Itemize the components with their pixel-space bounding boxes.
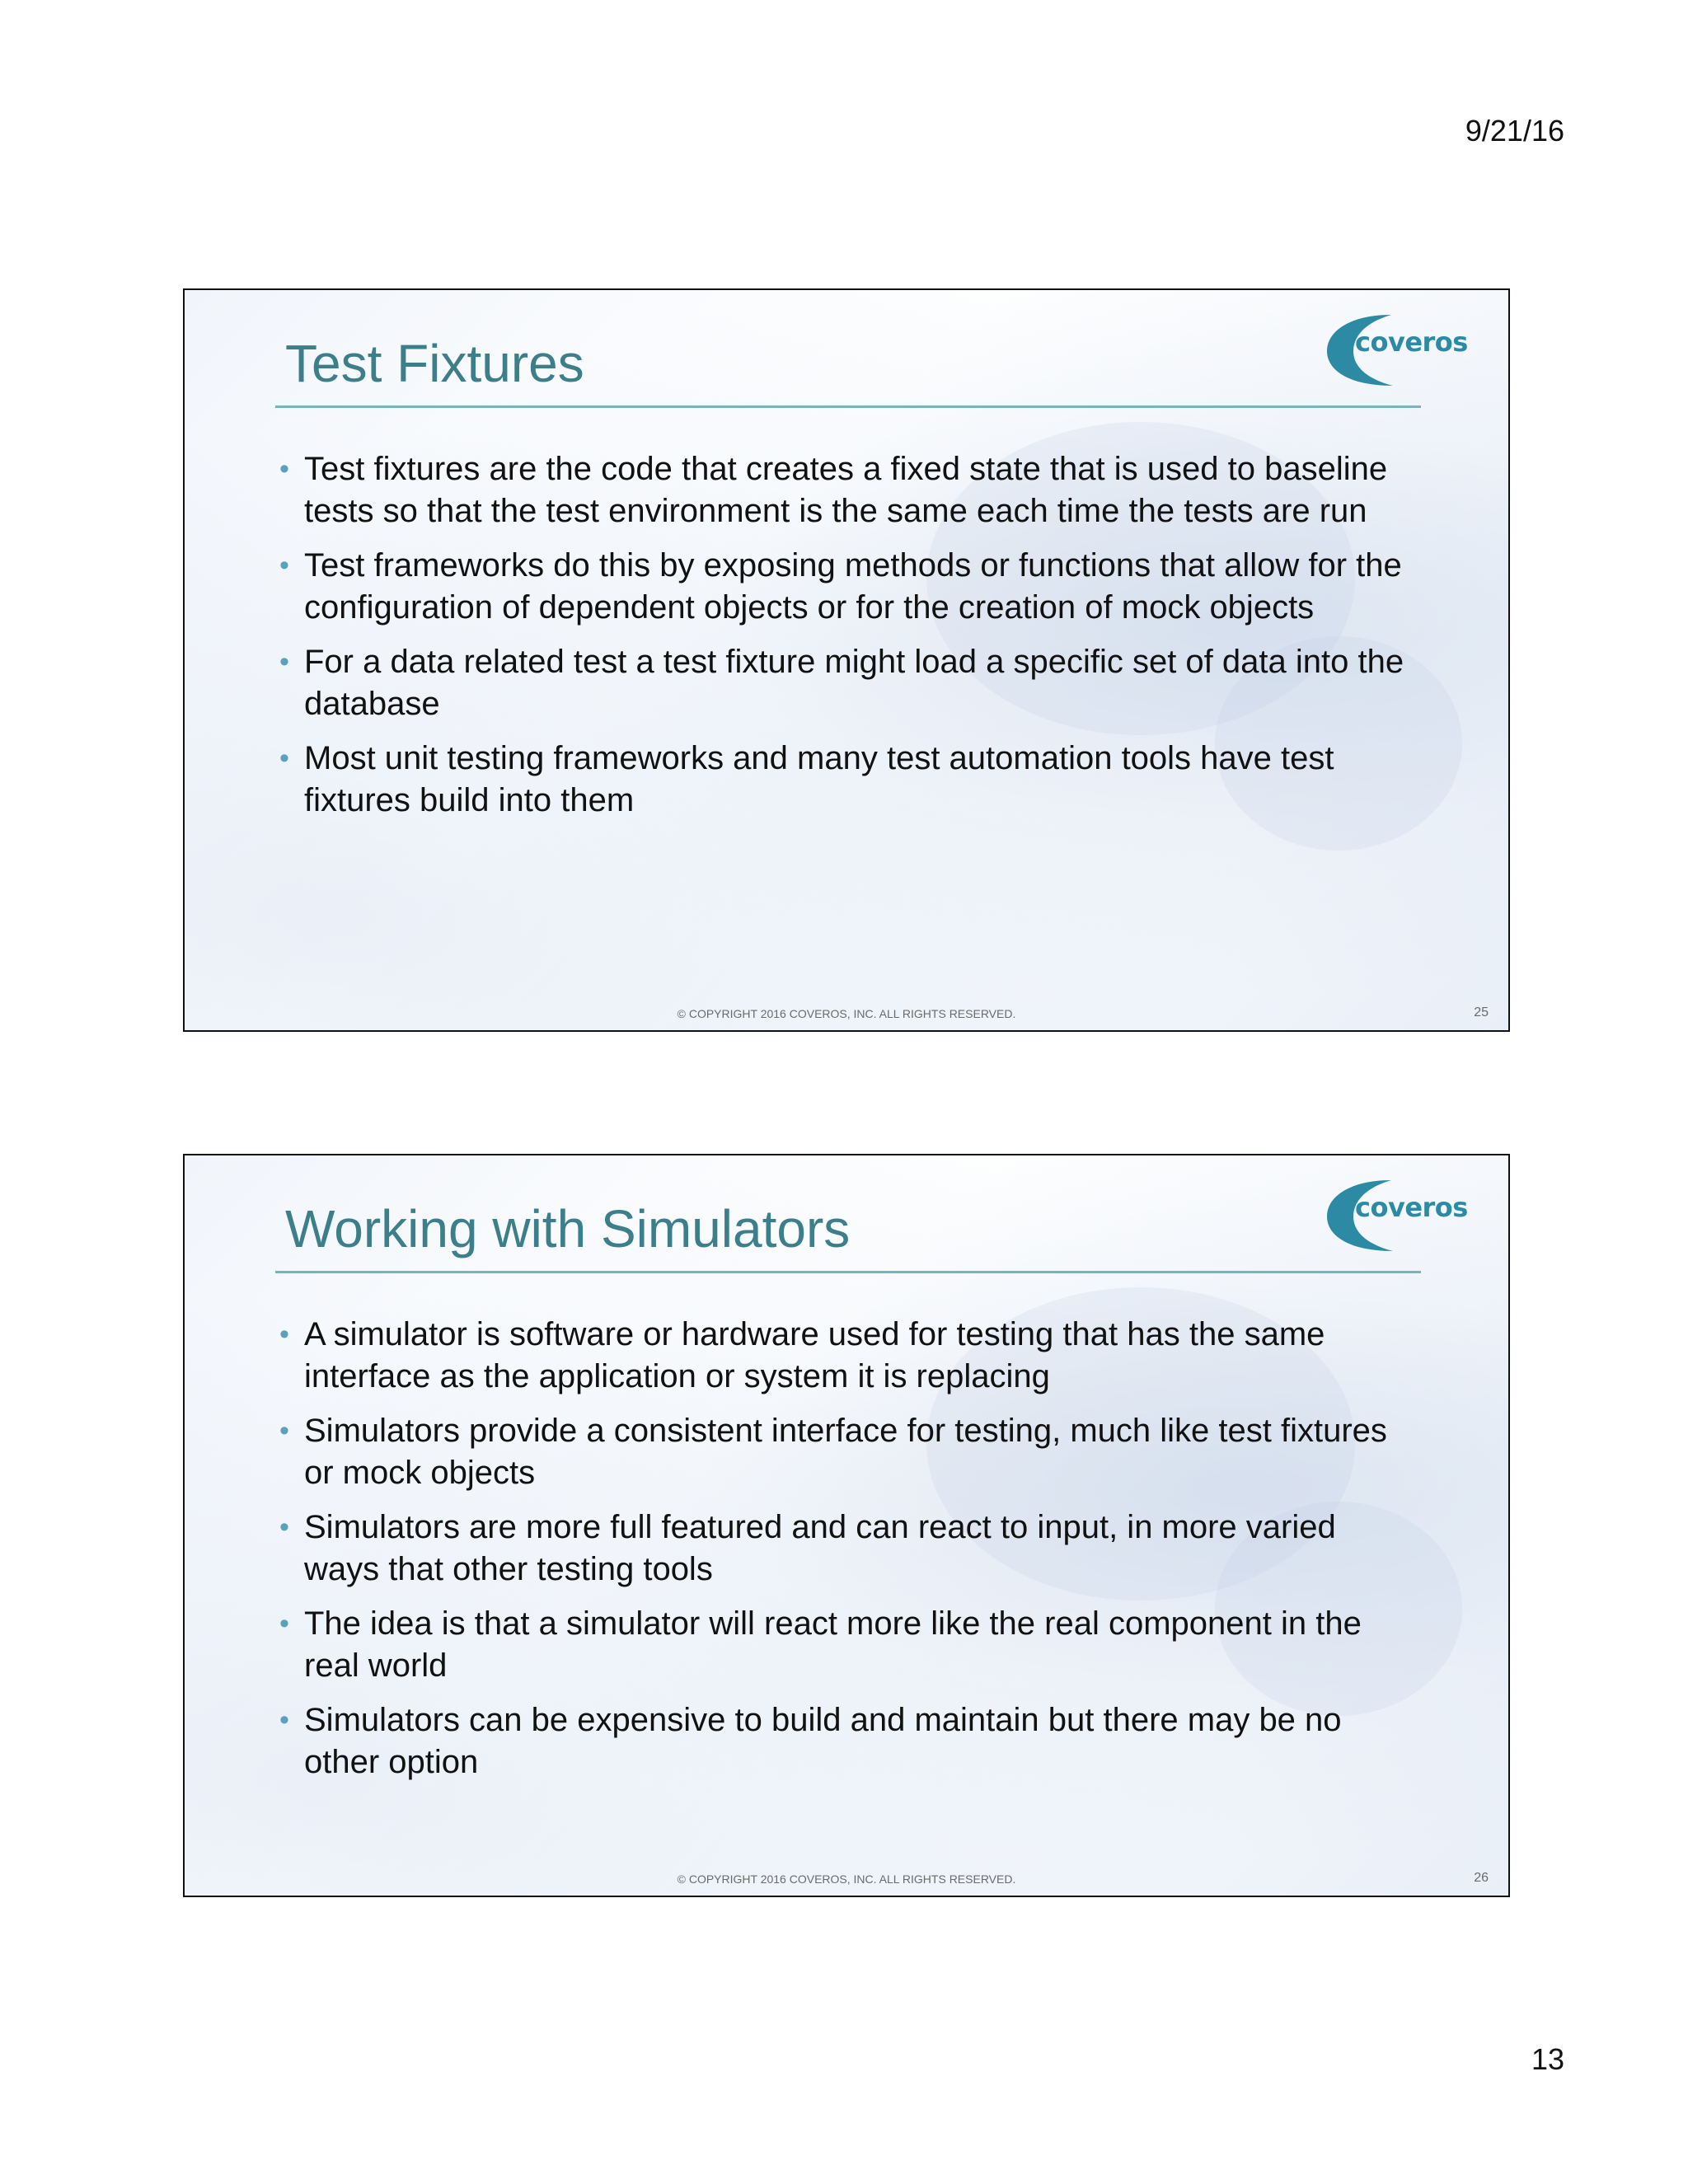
list-item: • For a data related test a test fixture might load a specific set of data into the database bbox=[279, 641, 1417, 725]
copyright-footer: © COPYRIGHT 2016 COVEROS, INC. ALL RIGHTS RESERVED. bbox=[677, 1872, 1016, 1886]
bullet-icon: • bbox=[279, 1704, 289, 1736]
list-item: • A simulator is software or hardware used for testing that has the same interface as the application or system it is replacing bbox=[279, 1314, 1417, 1398]
title-divider bbox=[275, 1271, 1421, 1273]
list-item: • Simulators provide a consistent interface for testing, much like test fixtures or mock objects bbox=[279, 1410, 1417, 1494]
copyright-footer: © COPYRIGHT 2016 COVEROS, INC. ALL RIGHTS RESERVED. bbox=[677, 1007, 1016, 1020]
slide-title: Working with Simulators bbox=[285, 1199, 851, 1258]
list-item: • The idea is that a simulator will react more like the real component in the real world bbox=[279, 1603, 1417, 1687]
bullet-icon: • bbox=[279, 1319, 289, 1350]
title-divider bbox=[275, 405, 1421, 408]
slide-test-fixtures bbox=[183, 288, 1510, 1032]
slide-working-with-simulators bbox=[183, 1154, 1510, 1897]
list-item: • Test fixtures are the code that creates a fixed state that is used to baseline tests so that the test environment is the same each time the tests are run bbox=[279, 448, 1417, 532]
slide-number: 26 bbox=[1474, 1871, 1489, 1885]
bullet-icon: • bbox=[279, 743, 289, 774]
page-date: 9/21/16 bbox=[1465, 114, 1564, 148]
bullet-list bbox=[279, 448, 1417, 834]
bullet-list bbox=[279, 1314, 1417, 1796]
bullet-icon: • bbox=[279, 1415, 289, 1446]
list-item: • Most unit testing frameworks and many test automation tools have test fixtures build into them bbox=[279, 738, 1417, 822]
slide-title: Test Fixtures bbox=[285, 334, 584, 393]
list-item: • Simulators are more full featured and can react to input, in more varied ways that other testing tools bbox=[279, 1507, 1417, 1591]
logo-text: coveros bbox=[1355, 326, 1468, 358]
coveros-logo bbox=[1317, 308, 1482, 391]
logo-text: coveros bbox=[1355, 1192, 1468, 1223]
bullet-icon: • bbox=[279, 453, 289, 485]
list-item: • Simulators can be expensive to build and maintain but there may be no other option bbox=[279, 1699, 1417, 1783]
coveros-logo bbox=[1317, 1174, 1482, 1256]
slide-number: 25 bbox=[1474, 1005, 1489, 1019]
list-item: • Test frameworks do this by exposing methods or functions that allow for the configuration of dependent objects or for the creation of mock objects bbox=[279, 545, 1417, 629]
page-number: 13 bbox=[1531, 2042, 1564, 2076]
bullet-icon: • bbox=[279, 1608, 289, 1639]
bullet-icon: • bbox=[279, 550, 289, 581]
bullet-icon: • bbox=[279, 646, 289, 677]
bullet-icon: • bbox=[279, 1511, 289, 1543]
